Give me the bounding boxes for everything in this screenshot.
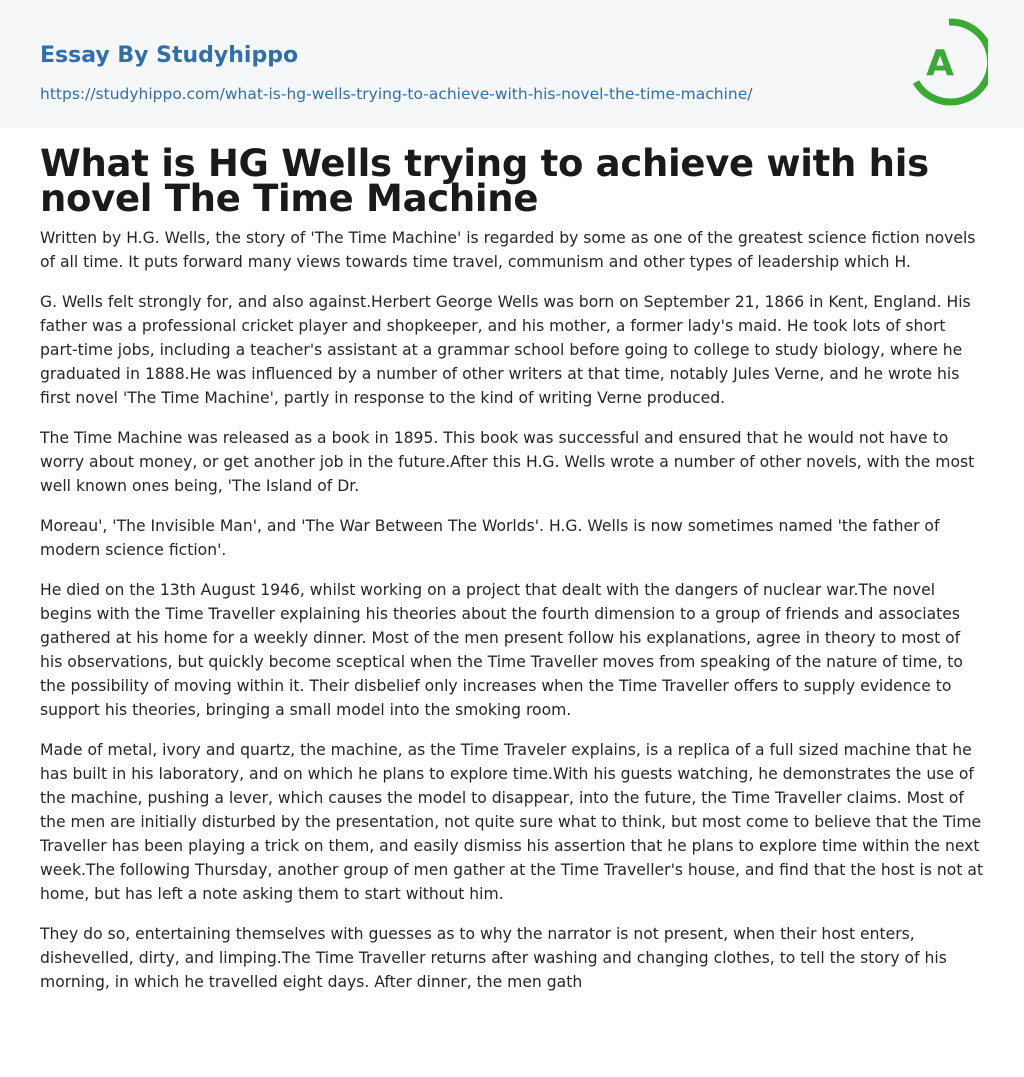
logo-ring-icon xyxy=(910,18,988,106)
article-paragraph: Made of metal, ivory and quartz, the machine, as the Time Traveler explains, is a replica of a full sized machine that he has built in his laboratory, and on which he plans to explore time.With his guests watching, he demonstrates the use of the machine, pushing a lever, which causes the model to disappear, into the future, the Time Traveller claims. Most of the men are initially disturbed by the presentation, not quite sure what to think, but most come to believe that the Time Traveller has been playing a trick on them, and easily dismiss his assertion that he plans to explore time within the next week.The following Thursday, another group of men gather at the Time Traveller's house, and find that the host is not at home, but has left a note asking them to start without him. xyxy=(40,741,984,903)
site-name[interactable]: Essay By Studyhippo xyxy=(40,43,299,68)
article-paragraph: G. Wells felt strongly for, and also against.Herbert George Wells was born on September 21, 1866 in Kent, England. His father was a professional cricket player and shopkeeper, and his mother, a former lady's maid. He took lots of short part-time jobs, including a teacher's assistant at a grammar school before going to college to study biology, where he graduated in 1888.He was influenced by a number of other writers at that time, notably Jules Verne, and he wrote his first novel 'The Time Machine', partly in response to the kind of writing Verne produced. xyxy=(40,293,971,407)
article xyxy=(0,128,1024,994)
article-title: What is HG Wells trying to achieve with his novel The Time Machine xyxy=(40,142,929,220)
article-paragraph: Written by H.G. Wells, the story of 'The Time Machine' is regarded by some as one of the greatest science fiction novels of all time. It puts forward many views towards time travel, communism and other types of leadership which H. xyxy=(40,229,976,271)
article-paragraph: Moreau', 'The Invisible Man', and 'The War Between The Worlds'. H.G. Wells is now sometimes named 'the father of modern science fiction'. xyxy=(40,517,940,559)
article-url-link[interactable]: https://studyhippo.com/what-is-hg-wells-trying-to-achieve-with-his-novel-the-time-machine/ xyxy=(40,85,753,103)
article-paragraph: The Time Machine was released as a book in 1895. This book was successful and ensured that he would not have to worry about money, or get another job in the future.After this H.G. Wells wrote a number of other novels, with the most well known ones being, 'The Island of Dr. xyxy=(40,429,975,495)
logo-letter: A xyxy=(926,43,954,84)
site-logo[interactable] xyxy=(910,18,988,106)
site-header xyxy=(0,0,1024,128)
article-paragraph: He died on the 13th August 1946, whilst working on a project that dealt with the dangers of nuclear war.The novel begins with the Time Traveller explaining his theories about the fourth dimension to a group of friends and associates gathered at his home for a weekly dinner. Most of the men present follow his explanations, agree in theory to most of his observations, but quickly become sceptical when the Time Traveller moves from speaking of the nature of time, to the possibility of moving within it. Their disbelief only increases when the Time Traveller offers to supply evidence to support his theories, bringing a small model into the smoking room. xyxy=(40,581,963,719)
article-paragraph: They do so, entertaining themselves with guesses as to why the narrator is not present, when their host enters, dishevelled, dirty, and limping.The Time Traveller returns after washing and changing clothes, to tell the story of his morning, in which he travelled eight days. After dinner, the men gath xyxy=(40,925,947,991)
